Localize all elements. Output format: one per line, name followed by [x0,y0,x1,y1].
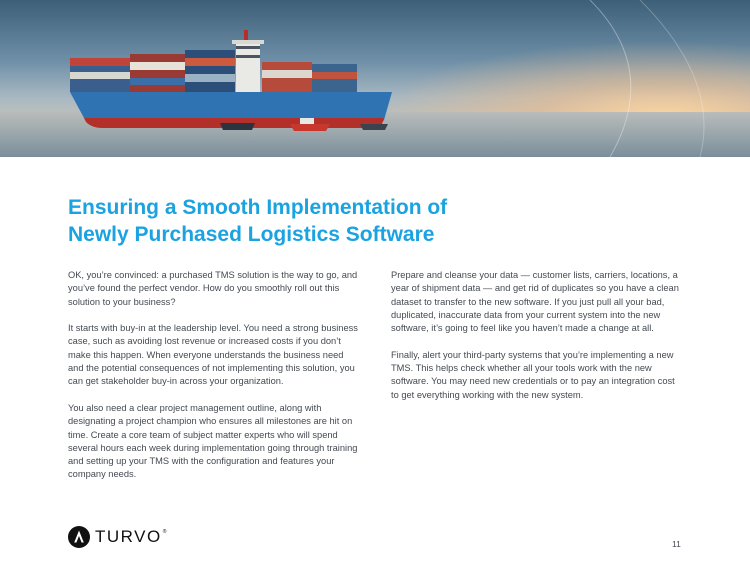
page-title-line-2: Newly Purchased Logistics Software [68,223,435,246]
page-number: 11 [672,539,681,549]
turvo-logo [68,526,166,548]
page-title-line-1: Ensuring a Smooth Implementation of [68,196,448,219]
logo-wordmark: TURVO [95,527,162,546]
turvo-logo-icon [68,526,90,548]
header-image [0,0,750,157]
left-column [68,269,360,495]
right-column [391,269,683,415]
right-paragraph-2: Finally, alert your third-party systems that you’re implementing a new TMS. This helps check whether all your tools work with the new software. You may need new credentials or to pay an integration cost to get everything working with the new system. [391,349,675,400]
left-paragraph-1: OK, you’re convinced: a purchased TMS solution is the way to go, and you’ve found the perfect vendor. How do you smoothly roll out this solution to your business? [68,270,358,307]
registered-mark: ® [162,529,167,535]
container-ship-icon [0,0,750,157]
left-paragraph-2: It starts with buy-in at the leadership level. You need a strong business case, such as avoiding lost revenue or increased costs if you don’t make this happen. When everyone understands the business need and the potential consequences of not implementing this solution, you can get stakeholder buy-in across your organization. [68,323,358,387]
page-title [68,194,528,248]
right-paragraph-1: Prepare and cleanse your data — customer lists, carriers, locations, a year of shipment data — and get rid of duplicates so you have a clean dataset to transfer to the new software. If you just pull all your bad, duplicated, inaccurate data from your current system into the new software, it’s going to feel like you haven’t made a change at all. [391,270,679,334]
left-paragraph-3: You also need a clear project management outline, along with designating a project champion who ensures all milestones are hit on time. Create a core team of subject matter experts who will spend several hours each week during implementation going through training and setting up your TMS with the configuration and features your company needs. [68,402,358,480]
